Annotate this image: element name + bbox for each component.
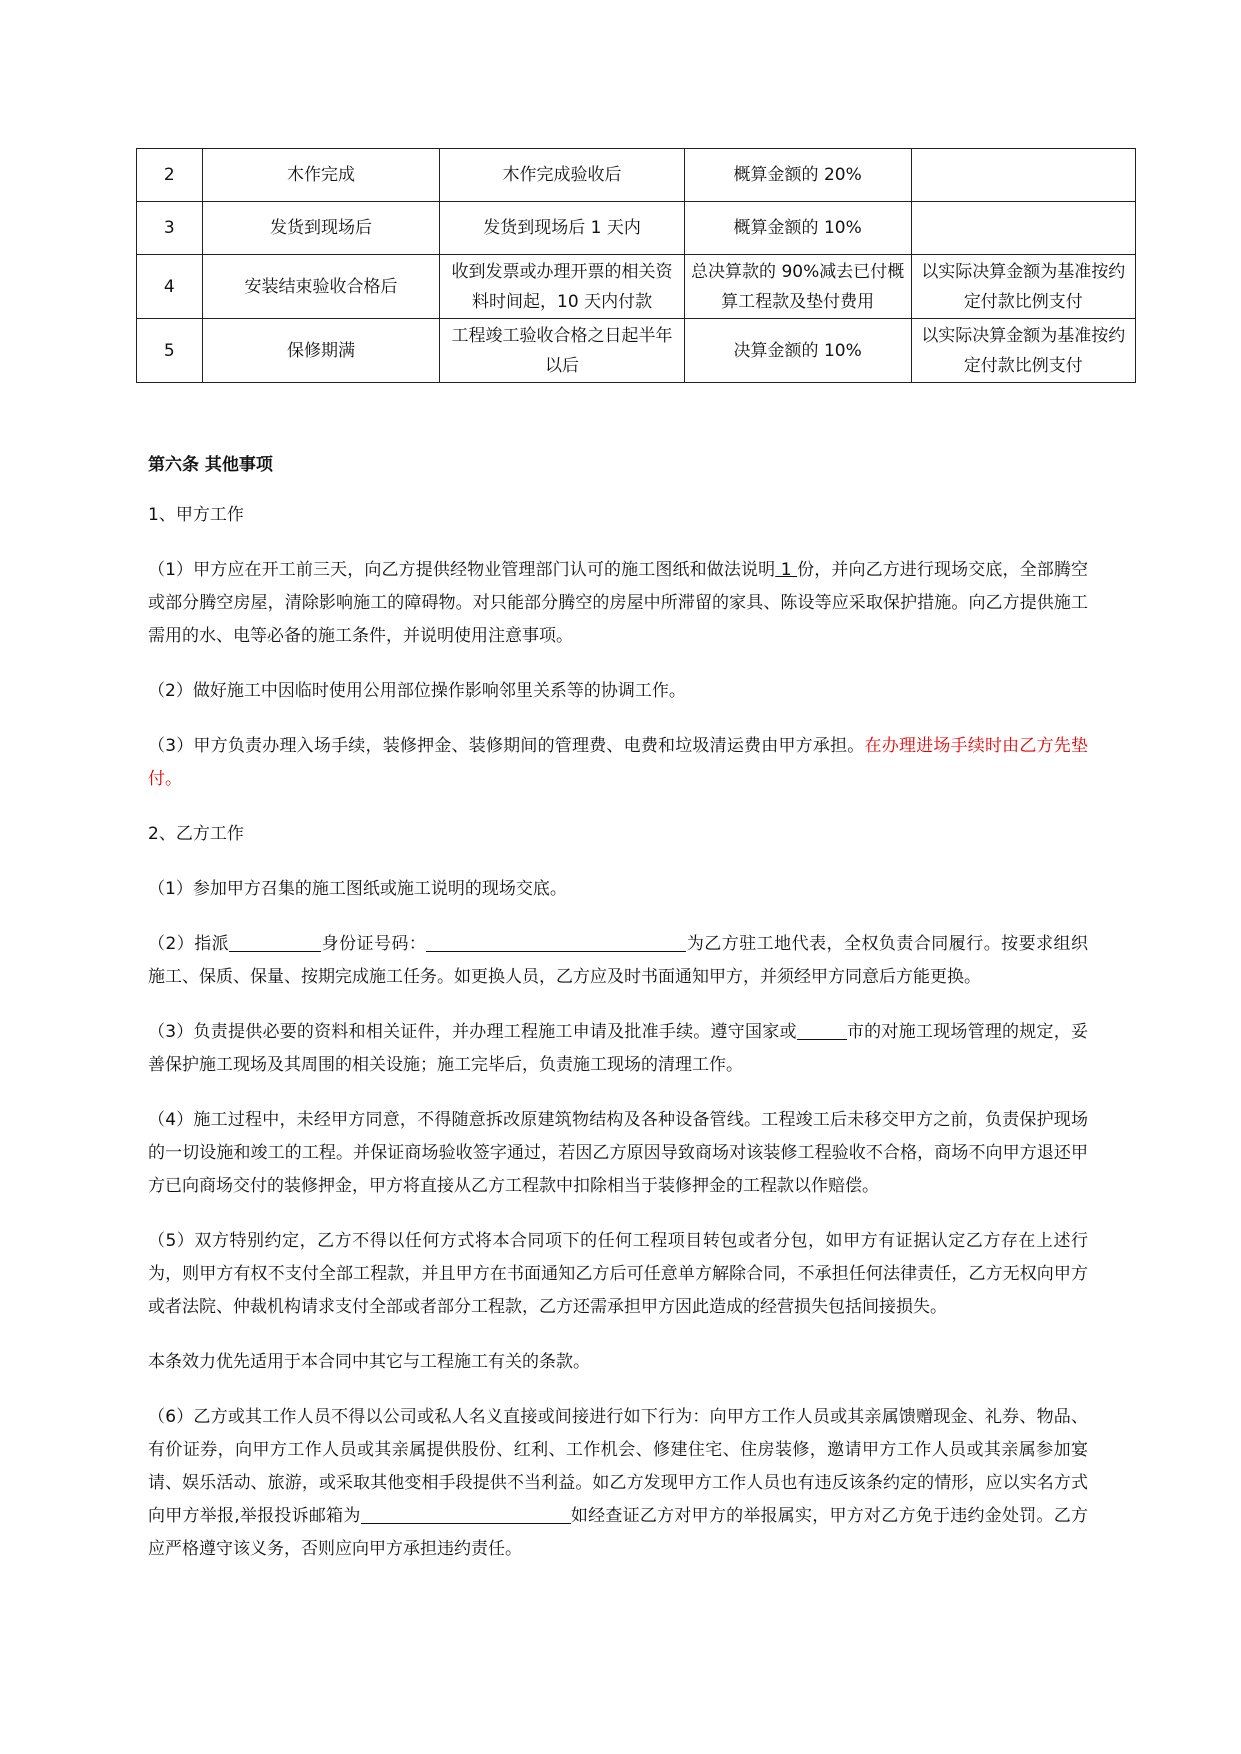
party-b-clause-5: （5）双方特别约定，乙方不得以任何方式将本合同项下的任何工程项目转包或者分包，如甲方有证据认定乙方存在上述行为，则甲方有权不支付全部工程款，并且甲方在书面通知乙方后可任意单方解除合同，不承担任何法律责任，乙方无权向甲方或者法院、仲裁机构请求支付全部或者部分工程款，乙方还需承担甲方因此造成的经营损失包括间接损失。 [148, 1231, 1088, 1317]
representative-name-blank[interactable] [229, 931, 321, 952]
drawing-copies: 1 [775, 560, 798, 580]
article-heading: 第六条 其他事项 [148, 455, 273, 475]
section-title-party-a: 1、甲方工作 [148, 505, 244, 525]
payment-note [911, 202, 1135, 255]
payment-timing: 工程竣工验收合格之日起半年以后 [440, 319, 684, 383]
clause-text: （2）指派 [148, 934, 230, 954]
clause-text: （6）乙方或其工作人员不得以公司或私人名义直接或间接进行如下行为：向甲方工作人员或其亲属馈赠现金、礼券、物品、有价证券，向甲方工作人员或其亲属提供股份、红利、工作机会、修建住宅、住房装修，邀请甲方工作人员或其亲属参加宴请、娱乐活动、旅游，或采取其他变相手段提供不当利益。如乙方发现甲方工作人员也有违反该条约定的情形，应以实名方式向甲方举报,举报投诉邮箱为 [148, 1407, 1088, 1526]
payment-table-wrap [136, 148, 1126, 383]
report-email-blank[interactable] [361, 1503, 571, 1524]
clause-text: 身份证号码： [321, 934, 427, 954]
table-row [137, 255, 1136, 319]
payment-stage: 木作完成 [202, 149, 440, 202]
party-b-clause-2 [148, 928, 1088, 994]
payment-timing: 木作完成验收后 [440, 149, 684, 202]
article-six [148, 450, 1088, 1588]
clause-text: 如经查证乙方对甲方的举报属实，甲方对乙方免于违约金处罚。乙方应严格遵守该义务，否则应向甲方承担违约责任。 [148, 1506, 1088, 1559]
payment-stage: 保修期满 [202, 319, 440, 383]
payment-amount: 概算金额的 10% [684, 202, 911, 255]
row-number: 3 [137, 202, 203, 255]
clause-text: （3）甲方负责办理入场手续，装修押金、装修期间的管理费、电费和垃圾清运费由甲方承担。 [148, 736, 865, 756]
table-row [137, 149, 1136, 202]
party-b-clause-3 [148, 1016, 1088, 1082]
party-b-clause-6 [148, 1401, 1088, 1566]
section-title-party-b: 2、乙方工作 [148, 824, 244, 844]
payment-amount: 总决算款的 90%减去已付概算工程款及垫付费用 [684, 255, 911, 319]
payment-amount: 决算金额的 10% [684, 319, 911, 383]
party-b-clause-1: （1）参加甲方召集的施工图纸或施工说明的现场交底。 [148, 879, 567, 899]
payment-amount: 概算金额的 20% [684, 149, 911, 202]
payment-schedule-table [136, 148, 1136, 383]
clause-text: （1）甲方应在开工前三天，向乙方提供经物业管理部门认可的施工图纸和做法说明 [148, 560, 776, 580]
clause-text: 市的对施工现场管理的规定，妥善保护施工现场及其周围的相关设施；施工完毕后，负责施工现场的清理工作。 [148, 1022, 1088, 1075]
highlighted-note: 在办理进场手续时由乙方先垫付。 [148, 736, 1088, 789]
clause-text: 份，并向乙方进行现场交底，全部腾空或部分腾空房屋，清除影响施工的障碍物。对只能部分腾空的房屋中所滞留的家具、陈设等应采取保护措施。向乙方提供施工需用的水、电等必备的施工条件，并说明使用注意事项。 [148, 560, 1088, 646]
table-row [137, 202, 1136, 255]
party-a-clause-1 [148, 554, 1088, 653]
payment-note: 以实际决算金额为基准按约定付款比例支付 [911, 255, 1135, 319]
city-blank[interactable] [797, 1019, 847, 1040]
party-b-clause-4: （4）施工过程中，未经甲方同意，不得随意拆改原建筑物结构及各种设备管线。工程竣工后未移交甲方之前，负责保护现场的一切设施和竣工的工程。并保证商场验收签字通过，若因乙方原因导致商场对该装修工程验收不合格，商场不向甲方退还甲方已向商场交付的装修押金，甲方将直接从乙方工程款中扣除相当于装修押金的工程款以作赔偿。 [148, 1110, 1088, 1196]
payment-timing: 收到发票或办理开票的相关资料时间起，10 天内付款 [440, 255, 684, 319]
row-number: 4 [137, 255, 203, 319]
payment-stage: 发货到现场后 [202, 202, 440, 255]
payment-note: 以实际决算金额为基准按约定付款比例支付 [911, 319, 1135, 383]
table-row [137, 319, 1136, 383]
party-a-clause-2: （2）做好施工中因临时使用公用部位操作影响邻里关系等的协调工作。 [148, 681, 686, 701]
id-number-blank[interactable] [426, 931, 686, 952]
party-a-clause-3 [148, 730, 1088, 796]
clause-text: （3）负责提供必要的资料和相关证件，并办理工程施工申请及批准手续。遵守国家或 [148, 1022, 797, 1042]
clause-priority-note: 本条效力优先适用于本合同中其它与工程施工有关的条款。 [148, 1352, 590, 1372]
payment-timing: 发货到现场后 1 天内 [440, 202, 684, 255]
clause-text: 为乙方驻工地代表，全权负责合同履行。按要求组织施工、保质、保量、按期完成施工任务。如更换人员，乙方应及时书面通知甲方，并须经甲方同意后方能更换。 [148, 934, 1089, 987]
row-number: 2 [137, 149, 203, 202]
payment-note [911, 149, 1135, 202]
payment-stage: 安装结束验收合格后 [202, 255, 440, 319]
row-number: 5 [137, 319, 203, 383]
